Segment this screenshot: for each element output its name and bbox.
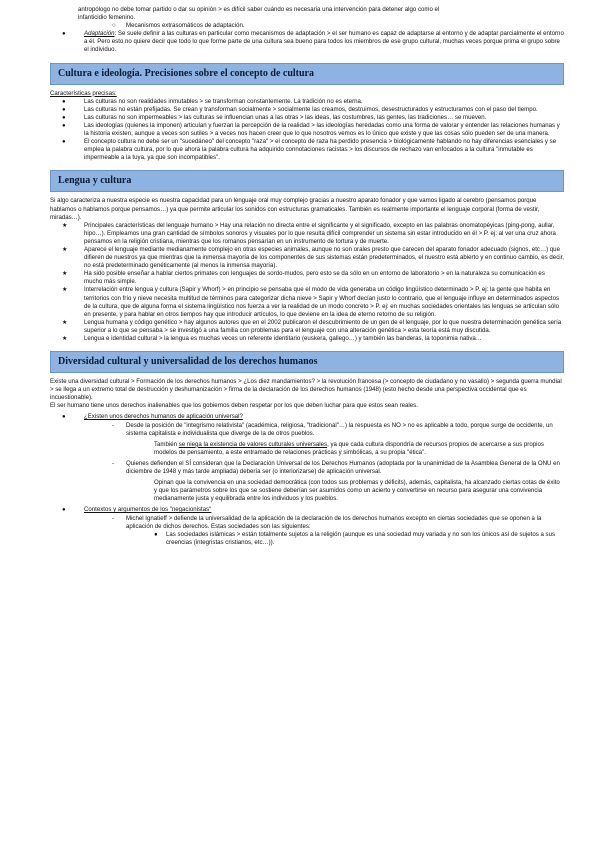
bullet-icon: ● <box>62 98 66 105</box>
bullet-icon: ● <box>62 122 66 129</box>
bullet-icon: ● <box>62 114 66 121</box>
section2-intro: Si algo caracteriza a nuestra especie es nuestra capacidad para un lenguaje oral muy complejo gracias a nuestro aparato fonador y que vamos ligado al cerebro (pensamos porque hablamos o hablamos porque pensamos…) ya que permite articular los sonidos con estructuras gramaticales. También es realmente importante el lenguaje corporal (forma de vestir, miradas…). <box>50 197 540 221</box>
section-header-language-culture: Lengua y cultura <box>50 170 564 192</box>
list-item: ★ Principales características del lenguaje humano > Hay una relación no directa entre el significante y el significado, excepto en las palabras onomatopéyicas (ping-pong, aullar, hipo…). Empleamos una gran cantidad de símbolos sonoros y visuales por lo que resulta difícil comprender un sistema sin estar introducido en él > P. ej: al ver una cruz ahora pensamos en la religión cristiana, mientras que los romanos pensarían en un instrumento de tortura y de muerte. <box>62 221 556 245</box>
list-item: - Desde la posición de "integrismo relativista" (académica, religiosa, "tradicional"…) la respuesta es NO > no es aplicable a todo, porque surge de occidente, un sistema capitalista e individualista que diverge de la de otros pueblos. <box>112 421 553 437</box>
list-item: ★ Aparece el lenguaje mediante medianamente complejo en otras especies animales, aunque no son orales presto que carecen del aparato fonador adecuado (signos, etc…) que difieren de nuestros ya que mientras que la inmensa mayoría de los componentes de sus sistemas están predeterminados, el nuestro está abierto y en continuo cambio, es decir, no está predeterminado genéticamente (al menos la inmensa mayoría). <box>62 245 564 270</box>
star-icon: ★ <box>62 271 68 278</box>
question-universal-rights: ¿Existen unos derechos humanos de aplicación universal? <box>84 413 243 421</box>
section1-subheading: Características precisas: <box>50 89 117 97</box>
list-item: - Michel Ignatieff > defiende la universalidad de la aplicación de la declaración de los derechos humanos excepto en ciertas sociedades que se oponen a la aplicación de dichos derechos. Estas sociedades son las siguientes: <box>112 514 542 530</box>
section3-intro: Existe una diversidad cultural > Formación de los derechos humanos > ¿Los diez mandamientos? > la revolución francesa (> concepto de ciudadano y no vasallo) > segunda guerra mundial > se llega a un extremo total de destrucción y deshumanización > firma de la declaración de los derechos humanos (1948) (esto hecho desde una perspectiva occidental que es incuestionable). <box>50 378 562 402</box>
q1-dash2-sub: Opinan que la convivencia en una sociedad democrática (con todos sus problemas y déficits), además, capitalista, ha alcanzado ciertas cotas de éxito y que los parámetros sobre los que se sostiene deberían ser asumidos como un acierto y convertirse en recurso para asegurar una convivencia medianamente justa y equilibrada entre los individuos y los pueblos. <box>154 479 560 503</box>
q1-dash1-sub: También se niega la existencia de valores culturales universales, ya que cada cultura dispondría de recursos propios de acercarse a sus propios modelos de pensamiento, a este entramado de relaciones prácticas y simbólicas, a su propia "ética". <box>154 440 544 456</box>
hollow-bullet-icon: ○ <box>112 22 116 30</box>
star-icon: ★ <box>62 319 68 326</box>
dash-icon: - <box>112 514 115 522</box>
dash-icon: - <box>112 421 115 429</box>
section1-list <box>50 98 564 163</box>
list-item <box>50 22 564 30</box>
intro-block <box>50 6 564 55</box>
list-item: ● Las culturas no están prefijadas. Se crean y transforman socialmente > socialmente las creamos, destruimos, desestructurados y estructuramos con el paso del tiempo. <box>62 105 538 113</box>
section2-list <box>50 222 564 343</box>
list-item <box>50 413 564 421</box>
bullet-icon: ● <box>62 139 66 146</box>
list-item: - Quienes defienden el SÍ consideran que la Declaración Universal de los Derechos Humanos (adoptada por la unanimidad de la Asamblea General de la ONU en diciembre de 1948 y más tarde ampliada) debería ser (o interiorizarse) de aplicación universal. <box>112 459 560 476</box>
star-icon: ★ <box>62 222 68 229</box>
list-item: ★ Interrelación entre lengua y cultura (Sapir y Whorf) > en principio se pensaba que el modo de vida generaba un código lingüístico determinado > P. ej: la gente que habita en territorios con frío y nieve necesita multitud de términos para categorizar dicha nieve > Sapir y Whorf decían justo lo contrario, que el lenguaje influye en determinados aspectos de la cultura, que de alguna forma el sistema lingüístico nos fuerza a ver la realidad de un modo concreto > P. ej: en muchas sociedades orientales las lenguas se articulan sólo en presente, y para hablar en otros tiempos hay que introducir artículos, lo que deviene en la idea de eterno retorno de su religión. <box>62 286 560 318</box>
star-icon: ★ <box>62 287 68 294</box>
list-item: ● Las ideologías (quienes la imponen) articulan y fuerzan la percepción de la realidad > las ideologías heredadas como una forma de valorar y entender las relaciones humanas y la historia existen, aunque a veces son sutiles > a veces nos hacen creer que lo que nosotros vemos es lo único que existe y que las cosas sólo pueden ser de una manera. <box>62 121 560 138</box>
bullet-icon: ● <box>62 507 66 514</box>
bullet-icon: ● <box>62 106 66 113</box>
star-icon: ★ <box>62 246 68 253</box>
dash-icon: - <box>112 459 115 467</box>
adaptation-text: : Se suele definir a las culturas en particular como mecanismos de adaptación > el ser humano es capaz de adaptarse al entorno y de adaptar parcialmente el entorno a él. Pero esto no quiere decir que todo lo que forme parte de una cultura sea bueno para todos los miembros de ese grupo cultural, muchas veces porque prima el grupo sobre el individuo. <box>84 30 564 54</box>
list-item: ★ Lengua e identidad cultural > la lengua es muchas veces un referente identitario (euskera, gallego…) y también las banderas, la toponimia nativa… <box>62 335 482 342</box>
list-item: ● Las sociedades islámicas > están totalmente sujetos a la religión (aunque es una sociedad muy variada y no son los únicos así de sujetos a sus creencias (integristas cristianos, etc…)). <box>154 530 556 546</box>
intro-line-1: antropólogo no debe tomar partido o dar su opinión > es difícil saber cuándo es necesaria una intervención para detener algo como el <box>78 6 440 13</box>
star-icon: ★ <box>62 336 68 342</box>
question-negationists: Contextos y argumentos de los "negacionistas" <box>84 506 212 514</box>
intro-line-2: infanticidio femenino. <box>78 14 136 22</box>
bullet-icon: ● <box>62 31 66 38</box>
list-item: ★ Ha sido posible enseñar a hablar ciertos primates con lenguajes de sordo-mudos, pero esto se da sólo en un entorno de laboratorio > en la naturaleza su comunicación es mucho más simple. <box>62 270 545 286</box>
section3-intro2: El ser humano tiene unos derechos inalienables que los gobiernos deben respetar por los que deben luchar para que estos sean reales. <box>50 402 418 410</box>
list-item: ● Las culturas no son realidades inmutables > se transforman constantemente. La tradición no es eterna. <box>62 97 363 105</box>
bullet-icon: ● <box>154 530 158 538</box>
list-item <box>50 30 564 54</box>
intro-sub-item: Mecanismos extrasomáticos de adaptación. <box>126 22 245 30</box>
section-header-culture-ideology: Cultura e ideología. Precisiones sobre el concepto de cultura <box>50 63 564 85</box>
list-item <box>50 506 564 514</box>
section-header-cultural-diversity: Diversidad cultural y universalidad de los derechos humanos <box>50 351 564 373</box>
adaptation-term: Adaptación <box>84 30 115 38</box>
bullet-icon: ● <box>62 414 66 421</box>
list-item: ★ Lengua humana y código genético > hay algunos autores que en el 2002 publicaron el descubrimiento de un gen de el lenguaje, por lo que nuestra determinación genética sería superior a lo que se pensaba > se investigó a una familia con problemas para el lenguaje con una alteración genética > esta teoría está muy discutida. <box>62 318 562 334</box>
list-item: ● Las culturas no son impermeables > las culturas se influencian unas a las otras > las ideas, las costumbres, las gentes, las tradiciones… se mueven. <box>62 113 487 121</box>
list-item: ● El concepto cultura no debe ser un "sucedáneo" del concepto "raza" > el concepto de raza ha perdido presencia > biológicamente hablando no hay diferencias esenciales y se emplea la palabra cultura, por lo que ahora la palabra cultura ha adquirido connotaciones racistas > los discursos de rechazo van enfocados a la cultura "inmutable es impermeable a la tuya, ya que son incompatibles". <box>62 138 557 162</box>
